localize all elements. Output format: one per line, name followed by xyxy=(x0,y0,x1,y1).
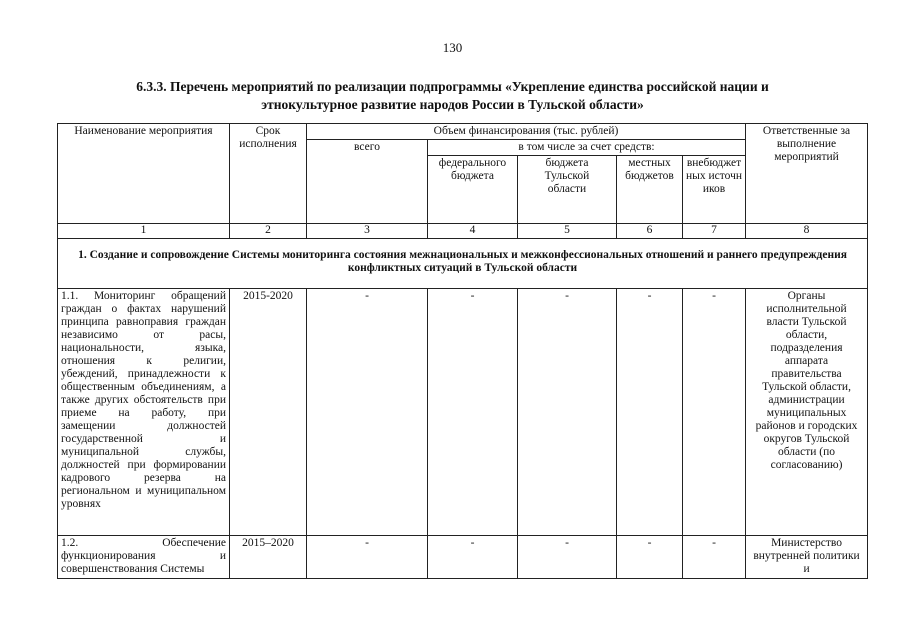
table-row xyxy=(58,536,868,579)
activity-responsible: Министерство внутренней политики и xyxy=(746,536,868,579)
header-offbudget: внебюджетных источников xyxy=(683,156,746,224)
column-number: 2 xyxy=(230,224,307,239)
activity-responsible: Органы исполнительной власти Тульской области, подразделения аппарата правительства Тульской области, администрации муниципальных районов и городских округов Тульской области (по согласованию) xyxy=(746,289,868,536)
column-number: 6 xyxy=(617,224,683,239)
activity-regional: - xyxy=(518,536,617,579)
activity-regional: - xyxy=(518,289,617,536)
activity-local: - xyxy=(617,289,683,536)
section-row xyxy=(58,239,868,289)
header-local: местных бюджетов xyxy=(617,156,683,224)
header-regional: бюджета Тульской области xyxy=(518,156,617,224)
header-including: в том числе за счет средств: xyxy=(428,140,746,156)
activity-offbudget: - xyxy=(683,536,746,579)
activity-local: - xyxy=(617,536,683,579)
column-number: 3 xyxy=(307,224,428,239)
activity-term: 2015-2020 xyxy=(230,289,307,536)
header-term: Срок исполнения xyxy=(230,124,307,224)
column-number: 8 xyxy=(746,224,868,239)
activity-federal: - xyxy=(428,289,518,536)
header-row-1 xyxy=(58,124,868,140)
header-responsible: Ответственные за выполнение мероприятий xyxy=(746,124,868,224)
activity-offbudget: - xyxy=(683,289,746,536)
page-number: 130 xyxy=(442,40,463,55)
section-title: 1. Создание и сопровождение Системы мониторинга состояния межнациональных и межконфессиональных отношений и раннего предупреждения конфликтных ситуаций в Тульской области xyxy=(58,239,868,289)
header-name: Наименование мероприятия xyxy=(58,124,230,224)
column-number: 1 xyxy=(58,224,230,239)
title-line-2: этнокультурное развитие народов России в Тульской области» xyxy=(261,97,644,112)
activity-name: 1.2. Обеспечение функционирования и совершенствования Системы xyxy=(58,536,230,579)
header-funding: Объем финансирования (тыс. рублей) xyxy=(307,124,746,140)
activity-total: - xyxy=(307,536,428,579)
activity-federal: - xyxy=(428,536,518,579)
column-numbers-row xyxy=(58,224,868,239)
column-number: 4 xyxy=(428,224,518,239)
header-federal: федерального бюджета xyxy=(428,156,518,224)
column-number: 5 xyxy=(518,224,617,239)
activities-table xyxy=(57,123,868,579)
column-number: 7 xyxy=(683,224,746,239)
header-total: всего xyxy=(307,140,428,224)
activity-name: 1.1. Мониторинг обращений граждан о фактах нарушений принципа равноправия граждан независимо от расы, национальности, языка, отношения к религии, убеждений, принадлежности к общественным объединениям, а также других обстоятельств при приеме на работу, при замещении должностей государственной и муниципальной службы, должностей при формировании кадрового резерва на региональном и муниципальном уровнях xyxy=(58,289,230,536)
activity-total: - xyxy=(307,289,428,536)
activity-term: 2015–2020 xyxy=(230,536,307,579)
document-title xyxy=(60,78,845,114)
title-line-1: 6.3.3. Перечень мероприятий по реализации подпрограммы «Укрепление единства российской нации и xyxy=(136,79,769,94)
table-row xyxy=(58,289,868,536)
